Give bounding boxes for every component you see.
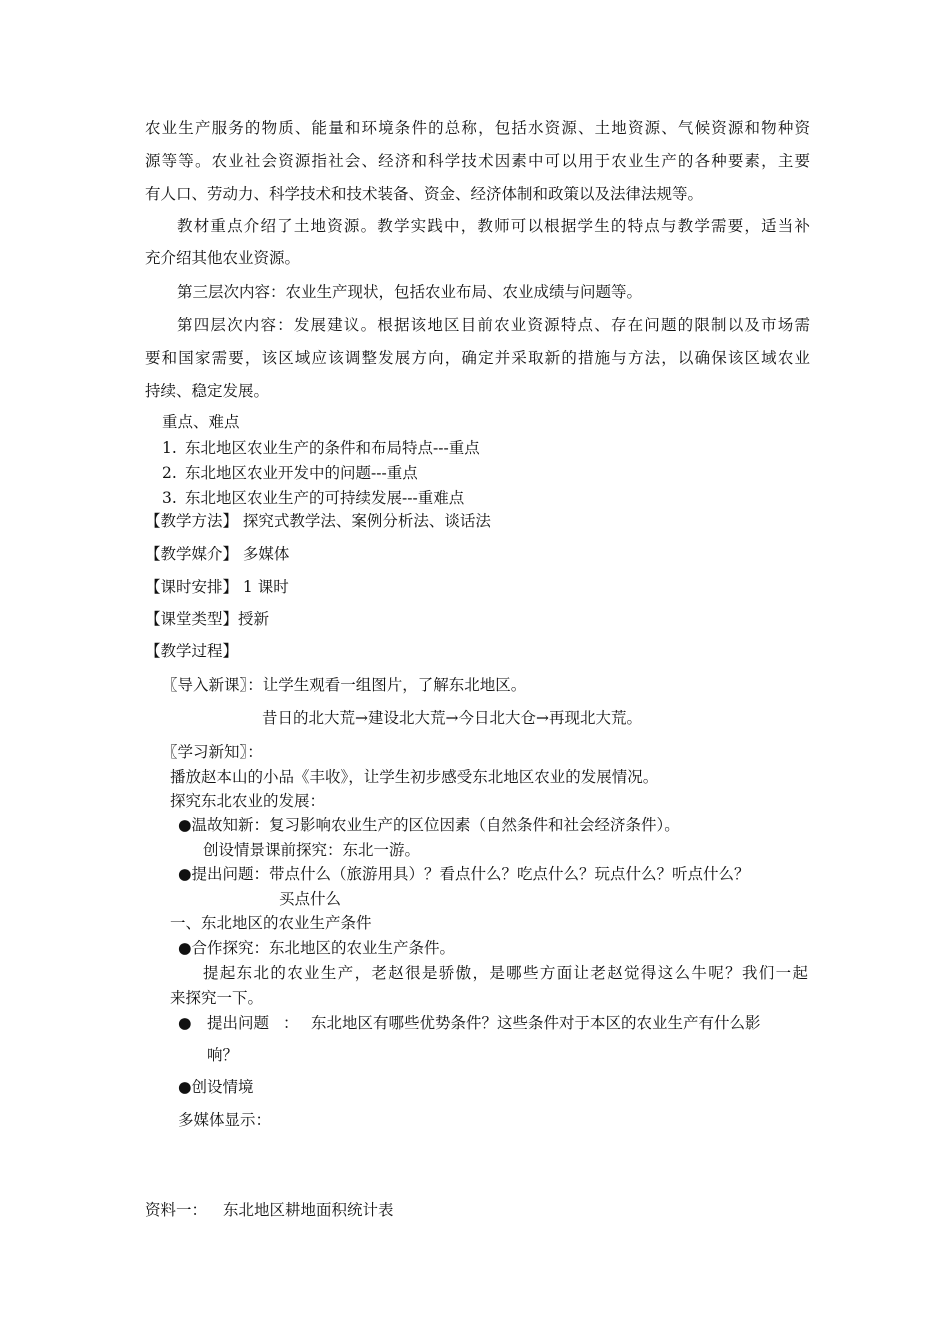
paragraph-4-line-2: 要和国家需要，该区域应该调整发展方向，确定并采取新的措施与方法，以确保该区域农业: [145, 349, 810, 367]
learn-label: 〖学习新知〗：: [162, 743, 263, 761]
section-1-title: 一、东北地区的农业生产条件: [170, 914, 372, 932]
key-points-heading: 重点、难点: [162, 413, 240, 431]
learn-line-2: 探究东北农业的发展：: [170, 792, 326, 810]
section-1-paragraph-line-1: 提起东北的农业生产，老赵很是骄傲，是哪些方面让老赵觉得这么牛呢？我们一起: [203, 964, 808, 982]
teaching-process-heading: 【教学过程】: [145, 642, 239, 660]
class-type: 【课堂类型】授新: [145, 610, 270, 628]
key-point-1-text: 东北地区农业生产的条件和布局特点---重点: [185, 439, 480, 457]
multimedia-display: 多媒体显示：: [178, 1111, 272, 1129]
paragraph-1-line-2: 源等等。农业社会资源指社会、经济和科学技术因素中可以用于农业生产的各种要素，主要: [145, 152, 810, 170]
cooperation-bullet: ●合作探究：东北地区的农业生产条件。: [178, 939, 456, 957]
key-point-1-number: 1.: [162, 439, 177, 457]
material-title: 东北地区耕地面积统计表: [223, 1201, 394, 1219]
paragraph-2-line-1: 教材重点介绍了土地资源。教学实践中，教师可以根据学生的特点与教学需要，适当补: [177, 217, 810, 235]
paragraph-2-line-2: 充介绍其他农业资源。: [145, 249, 301, 267]
paragraph-3: 第三层次内容：农业生产现状，包括农业布局、农业成绩与问题等。: [177, 283, 643, 301]
key-point-2-number: 2.: [162, 464, 177, 482]
teaching-media: 【教学媒介】 多媒体: [145, 545, 290, 563]
material-label: 资料一：: [145, 1201, 208, 1219]
ask-text: 东北地区有哪些优势条件？这些条件对于本区的农业生产有什么影: [311, 1014, 761, 1032]
paragraph-4-line-1: 第四层次内容：发展建议。根据该地区目前农业资源特点、存在问题的限制以及市场需: [177, 316, 810, 334]
key-point-3-text: 东北地区农业生产的可持续发展---重难点: [185, 489, 465, 507]
intro-sequence: 昔日的北大荒→建设北大荒→今日北大仓→再现北大荒。: [262, 709, 642, 727]
ask-bullet-icon: ●: [178, 1014, 192, 1032]
section-1-paragraph-line-2: 来探究一下。: [170, 989, 264, 1007]
paragraph-1-line-3: 有人口、劳动力、科学技术和技术装备、资金、经济体制和政策以及法律法规等。: [145, 185, 704, 203]
ask-label: 提出问题: [207, 1014, 270, 1032]
create-scene-bullet: ●创设情境: [178, 1078, 254, 1096]
scene-line: 创设情景课前探究：东北一游。: [203, 841, 421, 859]
learn-line-1: 播放赵本山的小品《丰收》，让学生初步感受东北地区农业的发展情况。: [170, 768, 659, 786]
intro-label: 〖导入新课〗：让学生观看一组图片，了解东北地区。: [162, 676, 527, 694]
ask-continuation: 响？: [207, 1046, 239, 1064]
question-continuation: 买点什么: [279, 890, 342, 908]
ask-colon: ：: [283, 1014, 299, 1032]
question-bullet: ●提出问题：带点什么（旅游用具）？看点什么？吃点什么？玩点什么？听点什么？: [178, 865, 750, 883]
key-point-3-number: 3.: [162, 489, 177, 507]
review-bullet: ●温故知新：复习影响农业生产的区位因素（自然条件和社会经济条件）。: [178, 816, 680, 834]
class-schedule: 【课时安排】 1 课时: [145, 578, 289, 596]
teaching-method: 【教学方法】 探究式教学法、案例分析法、谈话法: [145, 512, 491, 530]
key-point-2-text: 东北地区农业开发中的问题---重点: [185, 464, 418, 482]
paragraph-4-line-3: 持续、稳定发展。: [145, 382, 270, 400]
paragraph-1-line-1: 农业生产服务的物质、能量和环境条件的总称，包括水资源、土地资源、气候资源和物种资: [145, 119, 810, 137]
